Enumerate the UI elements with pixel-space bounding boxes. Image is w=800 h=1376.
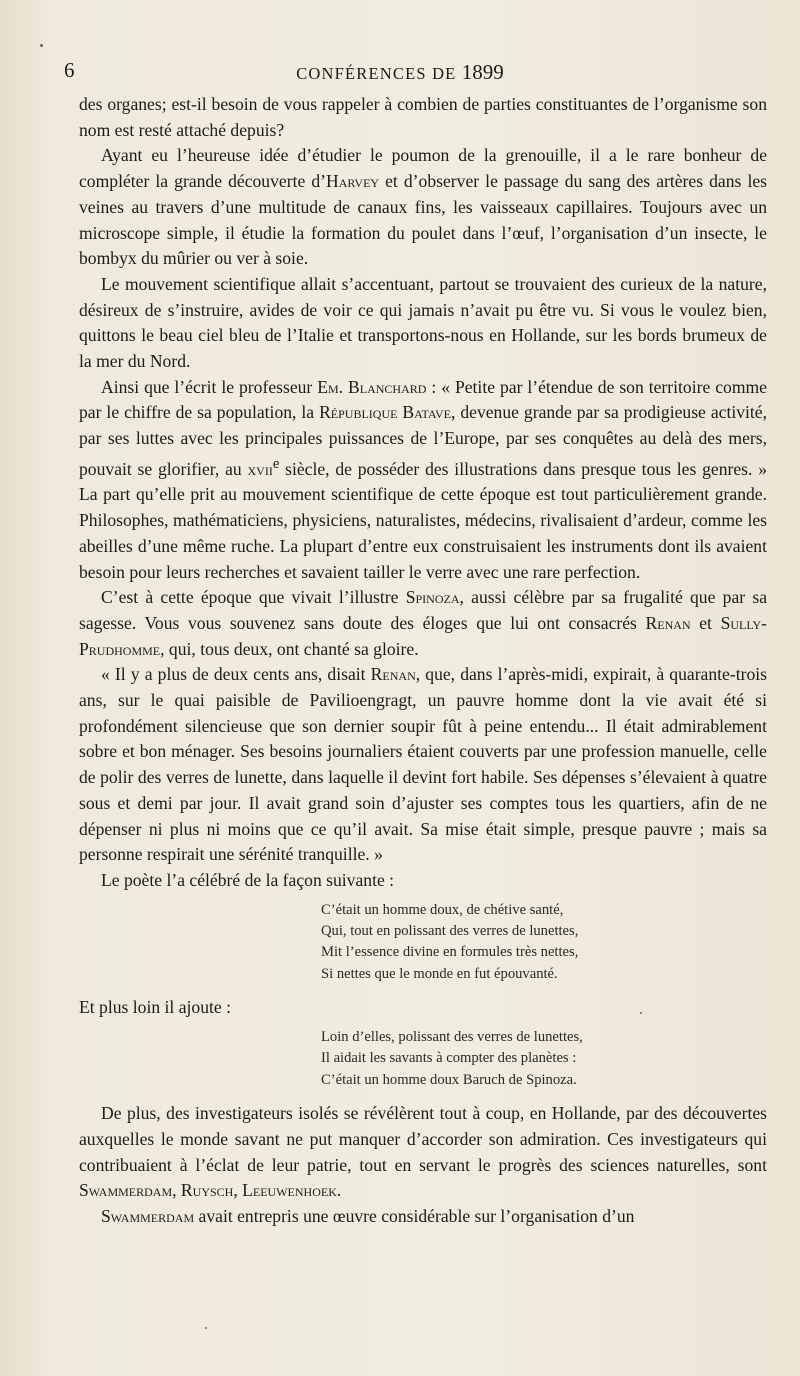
verse-quote-1 [321,900,767,986]
name-blanchard: Em. Blanchard [317,376,427,397]
paragraph-5-text-c: et [690,612,721,633]
paragraph-10 [79,1204,767,1230]
name-republique-batave: République Batave [319,402,451,423]
paragraph-4-text-d: siècle, de posséder des illustrations dans presque tous les genres. » La part qu’elle prit au mouvement scientifique de cette époque est tout particulièrement grande. Philosophes, mathématiciens, physiciens, naturalistes, médecins, rivalisaient d’ardeur, comme les abeilles d’une même ruche. La plupart d’entre eux construisaient les instruments dont ils avaient besoin pour leurs recherches et savaient tailler le verre avec une rare perfection. [79,458,768,582]
paragraph-2-text-a: Ayant eu l’heureuse idée d’étudier le poumon de la grenouille, il a le rare bonheur de compléter la grande découverte d’ [79,145,767,192]
name-leeuwenhoek: Leeuwenhoek [242,1180,337,1201]
running-head [0,58,800,84]
paragraph-1-text: des organes; est-il besoin de vous rappeler à combien de parties constituantes de l’organisme son nom est resté attaché depuis? [79,94,767,140]
paragraph-3-text: Le mouvement scientifique allait s’accentuant, partout se trouvaient des curieux de la nature, désireux de s’instruire, avides de voir ce qui jamais n’avait pu être vu. Si vous le voulez bien, quittons le beau ciel bleu de l’Italie et transportons-nous en Hollande, sur les bords brumeux de la mer du Nord. [79,273,767,372]
paragraph-5-text-a: C’est à cette époque que vivait l’illustre [101,587,406,608]
paragraph-2-text-b: et d’observer le passage du sang des artères dans les veines au travers d’une multitude de canaux fins, les vaisseaux capillaires. Toujours avec un microscope simple, il étudie la formation du poulet dans l’œuf, l’organisation d’un insecte, le bombyx du mûrier ou ver à soie. [79,171,767,269]
running-title-year: 1899 [461,60,504,84]
running-title-text: CONFÉRENCES DE [296,64,457,83]
verse-line: Qui, tout en polissant des verres de lunettes, [321,923,579,940]
page-number: 6 [64,58,75,82]
verse-line: Il aidait les savants à compter des planètes : [321,1050,577,1067]
paragraph-4 [79,375,767,585]
verse-line: C’était un homme doux Baruch de Spinoza. [321,1071,577,1088]
paragraph-1 [79,92,767,143]
name-swammerdam-2: Swammerdam [101,1206,195,1227]
paragraph-9-text-b: , [172,1180,181,1201]
verse-line: Loin d’elles, polissant des verres de lunettes, [321,1028,583,1045]
paragraph-6-text-b: , que, dans l’après-midi, expirait, à quarante-trois ans, sur le quai paisible de Pavilioengragt, un pauvre homme dont la vie avait été si profondément silencieuse que son dernier soupir fût à peine entendu... Il était admirablement sobre et bon ménager. Ses besoins journaliers étaient couverts par une profession manuelle, celle de polir des verres de lunette, dans laquelle il devint fort habile. Ses dépenses s’élevaient à quatre sous et demi par jour. Il avait grand soin d’ajuster ses comptes tous les quartiers, afin de ne dépenser ni plus ni moins que ce qu’il avait. Sa mise était simple, presque pauvre ; mais sa personne respirait une sérénité tranquille. » [79,664,767,865]
century-numeral: xvii [247,458,273,479]
paragraph-9 [79,1101,767,1204]
paragraph-9-text-a: De plus, des investigateurs isolés se révélèrent tout à coup, en Hollande, par des découvertes auxquelles le monde savant ne put manquer d’accorder son admiration. Ces investigateurs qui contribuaient à l’éclat de leur patrie, tout en servant le progrès des sciences naturelles, sont [79,1103,767,1175]
paragraph-4-text-c: , devenue grande par sa prodigieuse activité, par ses luttes avec les principales puissances de l’Europe, par ses conquêtes au delà des mers, pouvait se glorifier, au [79,402,768,479]
paragraph-3 [79,272,767,375]
paragraph-9-text-d: . [336,1180,342,1201]
verse-line: Mit l’essence divine en formules très nettes, [321,944,579,961]
paper-speck [205,1327,207,1329]
verse-quote-2 [321,1027,767,1091]
paper-speck [640,1012,642,1014]
name-sully-prudhomme: Sully-Prudhomme [79,612,768,659]
name-ruysch: Ruysch [180,1180,234,1201]
paragraph-7-text: Le poète l’a célébré de la façon suivante : [101,869,395,890]
name-spinoza: Spinoza [405,587,460,608]
paragraph-8-text: Et plus loin il ajoute : [79,997,231,1018]
paragraph-2 [79,143,767,272]
name-renan-2: Renan [370,664,416,685]
paragraph-9-text-c: , [233,1180,243,1201]
paragraph-5-text-b: , aussi célèbre par sa frugalité que par sa sagesse. Vous vous souvenez sans doute des éloges que lui ont consacrés [79,587,767,633]
name-harvey: Harvey [325,171,380,192]
paragraph-8 [79,995,767,1021]
verse-line: Si nettes que le monde en fut épouvanté. [321,965,558,982]
paragraph-6 [79,662,767,868]
paragraph-4-text-b: : « Petite par l’étendue de son territoire comme par le chiffre de sa population, la [79,376,767,423]
paragraph-5 [79,585,767,662]
name-swammerdam: Swammerdam [79,1180,173,1201]
paragraph-6-text-a: « Il y a plus de deux cents ans, disait [101,664,371,685]
paragraph-10-text: avait entrepris une œuvre considérable sur l’organisation d’un [194,1206,635,1227]
verse-line: C’était un homme doux, de chétive santé, [321,901,564,918]
paragraph-4-text-a: Ainsi que l’écrit le professeur [101,376,318,397]
century-superscript: e [272,455,280,472]
paragraph-7 [79,868,767,894]
running-title [0,60,800,85]
name-renan: Renan [645,612,691,633]
body-text [79,92,767,1230]
paragraph-5-text-d: , qui, tous deux, ont chanté sa gloire. [160,638,419,659]
paper-speck [40,44,43,47]
